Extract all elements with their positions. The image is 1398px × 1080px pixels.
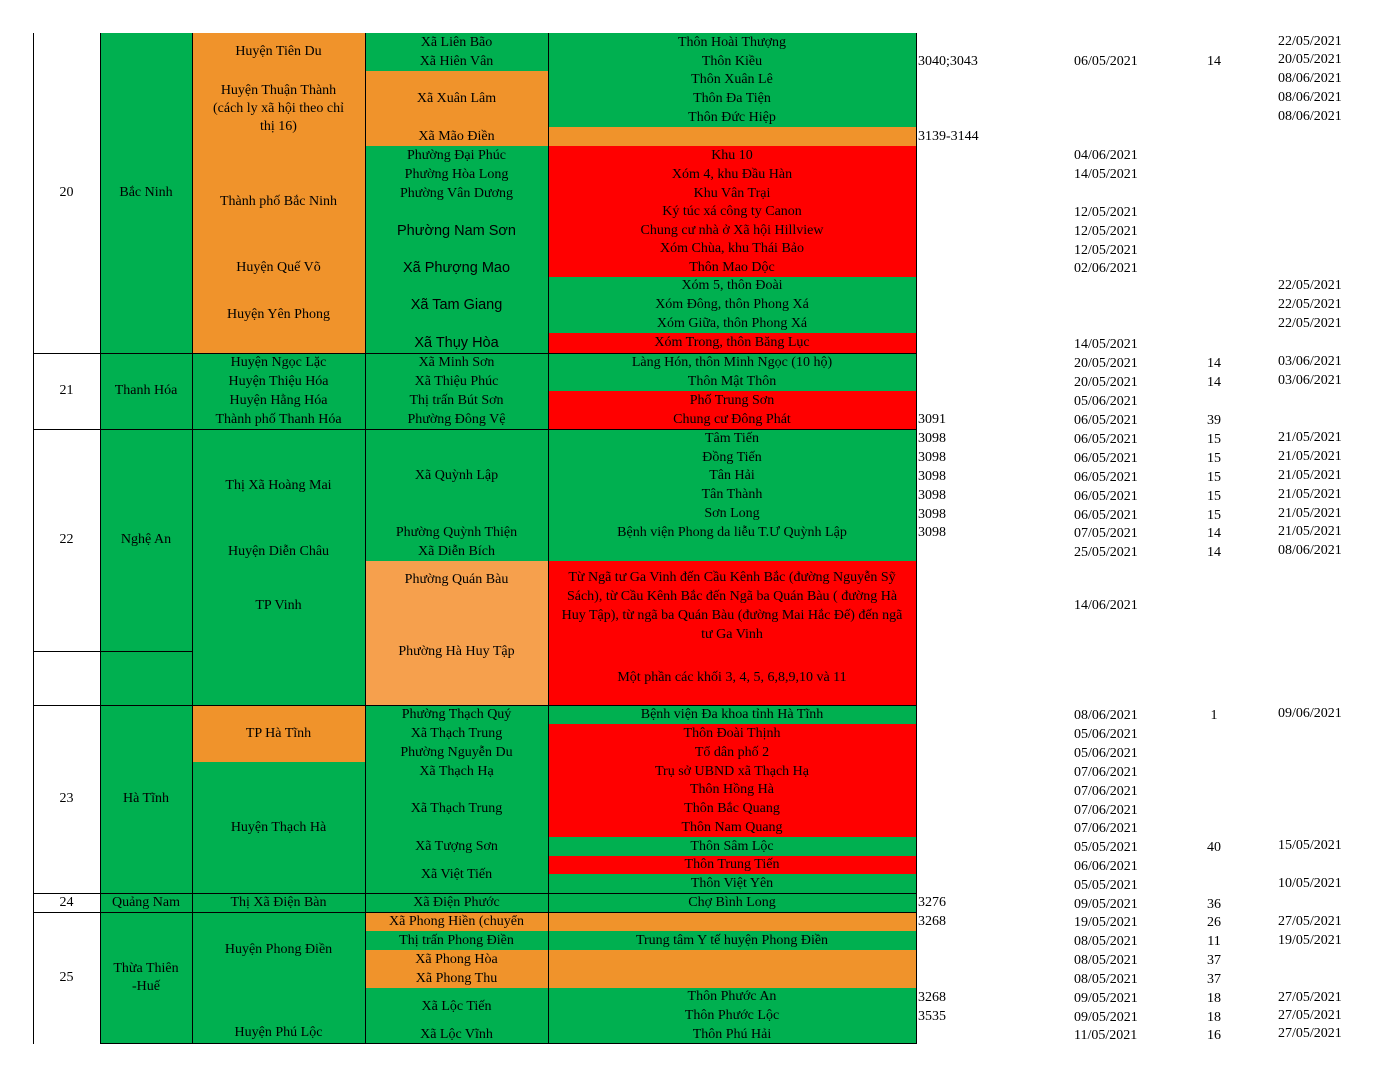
case-id: 3098	[918, 431, 946, 446]
grid-line	[33, 353, 916, 354]
province-name-cell: Thanh Hóa	[100, 353, 192, 429]
start-date: 04/06/2021	[1074, 148, 1138, 163]
area-cell: Xóm 4, khu Đầu Hàn	[548, 165, 916, 184]
start-date: 05/05/2021	[1074, 840, 1138, 855]
commune-cell: Xã Tượng Sơn	[365, 837, 548, 856]
district-cell: TP Hà Tĩnh	[192, 705, 365, 762]
area-cell: Tổ dân phố 2	[548, 743, 916, 762]
case-id: 3268	[918, 914, 946, 929]
commune-cell: Xã Thạch Trung	[365, 724, 548, 743]
end-date: 22/05/2021	[1278, 316, 1342, 331]
day-count: 14	[1207, 375, 1221, 390]
commune-cell: Xã Minh Sơn	[365, 353, 548, 372]
area-cell: Thôn Đa Tiện	[548, 89, 916, 108]
province-name-cell: Nghệ An	[100, 429, 192, 651]
start-date: 14/05/2021	[1074, 167, 1138, 182]
grid-line	[33, 893, 916, 894]
start-date: 12/05/2021	[1074, 205, 1138, 220]
commune-cell: Xã Tam Giang	[365, 277, 548, 333]
province-no-cell: 23	[33, 705, 100, 893]
end-date: 27/05/2021	[1278, 990, 1342, 1005]
start-date: 07/06/2021	[1074, 821, 1138, 836]
start-date: 08/05/2021	[1074, 934, 1138, 949]
start-date: 14/05/2021	[1074, 337, 1138, 352]
area-cell	[548, 542, 916, 561]
start-date: 12/05/2021	[1074, 243, 1138, 258]
day-count: 1	[1210, 708, 1218, 723]
day-count: 14	[1207, 545, 1221, 560]
commune-cell: Phường Quỳnh Thiện	[365, 523, 548, 542]
area-cell: Trụ sở UBND xã Thạch Hạ	[548, 762, 916, 781]
commune-cell: Xã Diễn Bích	[365, 542, 548, 561]
province-no-cell	[33, 651, 100, 705]
case-id: 3040;3043	[918, 54, 978, 69]
area-cell: Thôn Phước Lộc	[548, 1006, 916, 1025]
start-date: 06/05/2021	[1074, 470, 1138, 485]
end-date: 27/05/2021	[1278, 914, 1342, 929]
commune-cell: Xã Thạch Hạ	[365, 762, 548, 781]
end-date: 22/05/2021	[1278, 34, 1342, 49]
end-date: 03/06/2021	[1278, 354, 1342, 369]
district-cell: Thị Xã Hoàng Mai	[192, 429, 365, 542]
end-date: 21/05/2021	[1278, 449, 1342, 464]
day-count: 14	[1207, 526, 1221, 541]
start-date: 14/06/2021	[1074, 598, 1138, 613]
start-date: 06/05/2021	[1074, 54, 1138, 69]
end-date: 21/05/2021	[1278, 487, 1342, 502]
area-cell: Thôn Kiều	[548, 52, 916, 71]
area-cell: Xóm Trong, thôn Băng Lục	[548, 333, 916, 353]
commune-cell: Xã Phong Hòa	[365, 950, 548, 969]
start-date: 11/05/2021	[1074, 1028, 1138, 1043]
area-cell: Xóm Đông, thôn Phong Xá	[548, 295, 916, 314]
area-cell: Bệnh viện Phong da liễu T.Ư Quỳnh Lập	[548, 523, 916, 542]
start-date: 20/05/2021	[1074, 375, 1138, 390]
commune-cell: Xã Thụy Hòa	[365, 333, 548, 353]
area-cell: Thôn Hồng Hà	[548, 781, 916, 799]
area-cell: Chung cư nhà ở Xã hội Hillview	[548, 221, 916, 240]
district-cell: Huyện Ngọc Lặc	[192, 353, 365, 372]
district-cell: Huyện Tiên Du	[192, 33, 365, 71]
start-date: 09/05/2021	[1074, 897, 1138, 912]
area-cell: Xóm Giữa, thôn Phong Xá	[548, 314, 916, 333]
commune-cell: Xã Thạch Trung	[365, 781, 548, 837]
commune-cell: Phường Đại Phúc	[365, 146, 548, 165]
district-cell: Huyện Hằng Hóa	[192, 391, 365, 410]
day-count: 14	[1207, 356, 1221, 371]
commune-cell: Xã Liên Bão	[365, 33, 548, 52]
day-count: 37	[1207, 972, 1221, 987]
area-cell: Thôn Sâm Lộc	[548, 837, 916, 856]
day-count: 16	[1207, 1028, 1221, 1043]
case-id: 3098	[918, 525, 946, 540]
grid-line	[916, 33, 917, 1044]
end-date: 08/06/2021	[1278, 543, 1342, 558]
commune-cell: Xã Phong Hiền (chuyển	[365, 912, 548, 931]
area-cell: Tân Thành	[548, 485, 916, 504]
area-cell: Thôn Hoài Thượng	[548, 33, 916, 52]
start-date: 25/05/2021	[1074, 545, 1138, 560]
start-date: 06/05/2021	[1074, 508, 1138, 523]
district-cell: Huyện Thiệu Hóa	[192, 372, 365, 391]
start-date: 07/06/2021	[1074, 765, 1138, 780]
start-date: 05/06/2021	[1074, 746, 1138, 761]
area-cell: Thôn Bắc Quang	[548, 799, 916, 818]
area-cell: Thôn Nam Quang	[548, 818, 916, 837]
day-count: 14	[1207, 54, 1221, 69]
day-count: 15	[1207, 432, 1221, 447]
day-count: 15	[1207, 451, 1221, 466]
day-count: 11	[1207, 934, 1221, 949]
end-date: 08/06/2021	[1278, 90, 1342, 105]
start-date: 07/05/2021	[1074, 526, 1138, 541]
commune-cell: Phường Quán Bàu	[365, 561, 548, 599]
area-cell: Bệnh viện Đa khoa tỉnh Hà Tĩnh	[548, 705, 916, 724]
commune-cell: Phường Hòa Long	[365, 165, 548, 184]
province-name-cell: Hà Tĩnh	[100, 705, 192, 893]
area-cell: Thôn Mao Dộc	[548, 258, 916, 277]
day-count: 40	[1207, 840, 1221, 855]
commune-cell: Phường Nguyễn Du	[365, 743, 548, 762]
commune-cell: Xã Lộc Tiến	[365, 988, 548, 1025]
district-cell: Huyện Yên Phong	[192, 277, 365, 353]
day-count: 26	[1207, 915, 1221, 930]
day-count: 37	[1207, 953, 1221, 968]
commune-cell: Xã Thiệu Phúc	[365, 372, 548, 391]
district-cell	[192, 651, 365, 705]
area-cell	[548, 127, 916, 146]
case-id: 3139-3144	[918, 129, 979, 144]
day-count: 15	[1207, 508, 1221, 523]
area-cell: Thôn Đoài Thịnh	[548, 724, 916, 743]
province-no-cell: 20	[33, 33, 100, 353]
commune-cell: Xã Điện Phước	[365, 893, 548, 912]
area-cell: Trung tâm Y tế huyện Phong Điền	[548, 931, 916, 950]
area-cell: Thôn Phước An	[548, 988, 916, 1006]
area-cell: Thôn Trung Tiến	[548, 856, 916, 874]
end-date: 09/06/2021	[1278, 706, 1342, 721]
case-id: 3098	[918, 507, 946, 522]
area-cell: Tân Hải	[548, 467, 916, 485]
end-date: 03/06/2021	[1278, 373, 1342, 388]
district-cell: Huyện Phong Điền	[192, 912, 365, 988]
commune-cell: Xã Hiên Vân	[365, 52, 548, 71]
area-cell: Chợ Bình Long	[548, 893, 916, 912]
end-date: 21/05/2021	[1278, 430, 1342, 445]
start-date: 06/05/2021	[1074, 451, 1138, 466]
case-id: 3091	[918, 412, 946, 427]
commune-cell: Thị trấn Bút Sơn	[365, 391, 548, 410]
start-date: 20/05/2021	[1074, 356, 1138, 371]
area-cell: Xóm 5, thôn Đoài	[548, 277, 916, 295]
province-name-cell: Thừa Thiên -Huế	[100, 912, 192, 1044]
district-cell: Huyện Thuận Thành (cách ly xã hội theo chỉ thị 16)	[192, 71, 365, 146]
end-date: 27/05/2021	[1278, 1008, 1342, 1023]
area-cell: Chung cư Đông Phát	[548, 410, 916, 429]
province-no-cell: 24	[33, 893, 100, 912]
commune-cell: Xã Mão Điền	[365, 127, 548, 146]
area-cell: Khu 10	[548, 146, 916, 165]
end-date: 15/05/2021	[1278, 838, 1342, 853]
province-no-cell: 21	[33, 353, 100, 429]
end-date: 22/05/2021	[1278, 278, 1342, 293]
area-cell: Thôn Đức Hiệp	[548, 108, 916, 127]
end-date: 27/05/2021	[1278, 1026, 1342, 1041]
area-cell	[548, 912, 916, 931]
case-id: 3535	[918, 1009, 946, 1024]
district-cell: Huyện Thạch Hà	[192, 762, 365, 893]
grid-line	[33, 705, 916, 706]
province-no-cell: 25	[33, 912, 100, 1044]
end-date: 21/05/2021	[1278, 468, 1342, 483]
start-date: 07/06/2021	[1074, 784, 1138, 799]
start-date: 09/05/2021	[1074, 991, 1138, 1006]
case-id: 3268	[918, 990, 946, 1005]
commune-cell: Phường Nam Sơn	[365, 203, 548, 258]
day-count: 36	[1207, 897, 1221, 912]
day-count: 18	[1207, 1010, 1221, 1025]
start-date: 06/06/2021	[1074, 859, 1138, 874]
district-cell: Huyện Quế Võ	[192, 258, 365, 277]
grid-line	[33, 429, 916, 430]
case-id: 3098	[918, 469, 946, 484]
province-name-cell: Bắc Ninh	[100, 33, 192, 353]
end-date: 20/05/2021	[1278, 52, 1342, 67]
start-date: 08/05/2021	[1074, 953, 1138, 968]
area-cell: Tâm Tiến	[548, 429, 916, 448]
commune-cell: Xã Phong Thu	[365, 969, 548, 988]
district-cell: Huyện Diễn Châu	[192, 542, 365, 561]
commune-cell: Phường Đông Vệ	[365, 410, 548, 429]
start-date: 05/06/2021	[1074, 727, 1138, 742]
commune-cell: Phường Vân Dương	[365, 184, 548, 203]
day-count: 18	[1207, 991, 1221, 1006]
start-date: 08/06/2021	[1074, 708, 1138, 723]
province-name-cell: Quảng Nam	[100, 893, 192, 912]
area-cell: Một phần các khối 3, 4, 5, 6,8,9,10 và 11	[548, 651, 916, 705]
start-date: 12/05/2021	[1074, 224, 1138, 239]
end-date: 08/06/2021	[1278, 71, 1342, 86]
area-cell: Làng Hón, thôn Minh Ngọc (10 hộ)	[548, 353, 916, 372]
start-date: 06/05/2021	[1074, 489, 1138, 504]
start-date: 02/06/2021	[1074, 261, 1138, 276]
end-date: 08/06/2021	[1278, 109, 1342, 124]
area-cell	[548, 969, 916, 988]
start-date: 07/06/2021	[1074, 803, 1138, 818]
province-name-cell	[100, 651, 192, 705]
case-id: 3098	[918, 488, 946, 503]
area-cell	[548, 950, 916, 969]
commune-cell: Xã Lộc Vĩnh	[365, 1025, 548, 1044]
end-date: 10/05/2021	[1278, 876, 1342, 891]
area-cell: Thôn Việt Yên	[548, 874, 916, 893]
end-date: 22/05/2021	[1278, 297, 1342, 312]
area-cell: Đồng Tiến	[548, 448, 916, 467]
area-cell: Ký túc xá công ty Canon	[548, 203, 916, 221]
start-date: 05/05/2021	[1074, 878, 1138, 893]
day-count: 39	[1207, 413, 1221, 428]
grid-line	[33, 651, 192, 652]
case-id: 3276	[918, 895, 946, 910]
case-id: 3098	[918, 450, 946, 465]
end-date: 19/05/2021	[1278, 933, 1342, 948]
commune-cell: Xã Phượng Mao	[365, 258, 548, 277]
commune-cell: Phường Hà Huy Tập	[365, 599, 548, 705]
day-count: 15	[1207, 489, 1221, 504]
district-cell: Huyện Phú Lộc	[192, 988, 365, 1044]
area-cell: Xóm Chùa, khu Thái Bảo	[548, 240, 916, 258]
area-cell: Thôn Mật Thôn	[548, 372, 916, 391]
commune-cell: Xã Quỳnh Lập	[365, 429, 548, 523]
commune-cell: Thị trấn Phong Điền	[365, 931, 548, 950]
start-date: 06/05/2021	[1074, 432, 1138, 447]
day-count: 15	[1207, 470, 1221, 485]
commune-cell: Phường Thạch Quý	[365, 705, 548, 724]
start-date: 08/05/2021	[1074, 972, 1138, 987]
end-date: 21/05/2021	[1278, 506, 1342, 521]
grid-line	[100, 1043, 916, 1044]
area-cell: Sơn Long	[548, 504, 916, 523]
area-cell: Thôn Phú Hải	[548, 1025, 916, 1044]
start-date: 06/05/2021	[1074, 413, 1138, 428]
district-cell: Thành phố Bắc Ninh	[192, 146, 365, 258]
end-date: 21/05/2021	[1278, 524, 1342, 539]
area-cell: Thôn Xuân Lê	[548, 71, 916, 89]
district-cell: TP Vinh	[192, 561, 365, 651]
district-cell: Thành phố Thanh Hóa	[192, 410, 365, 429]
commune-cell: Xã Xuân Lâm	[365, 71, 548, 127]
area-cell: Phố Trung Sơn	[548, 391, 916, 410]
district-cell: Thị Xã Điện Bàn	[192, 893, 365, 912]
grid-line	[33, 912, 916, 913]
area-cell: Khu Vân Trại	[548, 184, 916, 203]
province-no-cell: 22	[33, 429, 100, 651]
start-date: 19/05/2021	[1074, 915, 1138, 930]
start-date: 09/05/2021	[1074, 1010, 1138, 1025]
area-cell: Từ Ngã tư Ga Vinh đến Cầu Kênh Bắc (đường Nguyễn Sỹ Sách), từ Cầu Kênh Bắc đến Ngã ba Quán Bàu ( đường Hà Huy Tập), từ ngã ba Quán Bàu (đường Mai Hắc Đế) đến ngã tư Ga Vinh	[548, 561, 916, 651]
start-date: 05/06/2021	[1074, 394, 1138, 409]
commune-cell: Xã Việt Tiến	[365, 856, 548, 893]
